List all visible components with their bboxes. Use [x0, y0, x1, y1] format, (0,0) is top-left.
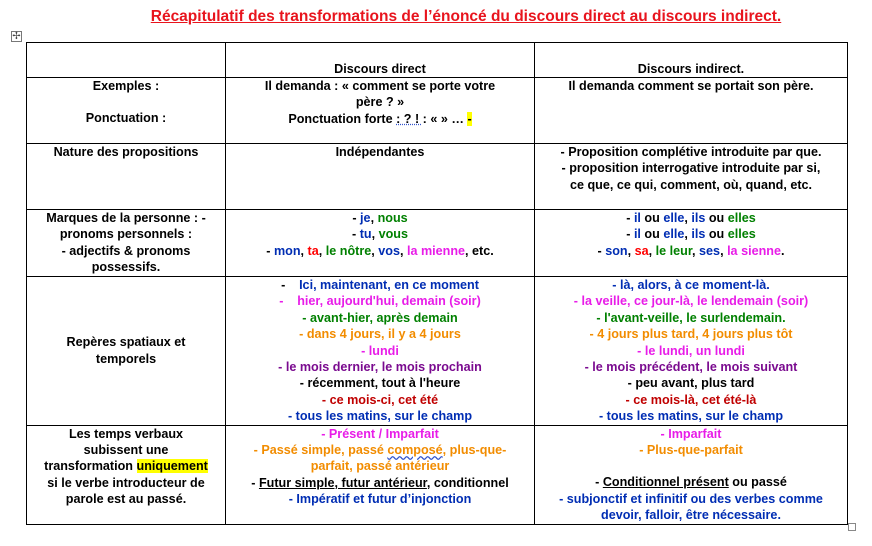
indirect-tense-4: - Conditionnel présent ou passé — [595, 475, 787, 490]
indirect-nature-line-1: - Proposition complétive introduite par que. — [560, 145, 822, 159]
header-empty-cell — [27, 43, 226, 78]
indirect-marker-9: - tous les matins, sur le champ — [598, 409, 784, 424]
direct-example-line-2: père ? » — [355, 95, 405, 110]
indirect-marker-6: - le mois précédent, le mois suivant — [584, 360, 798, 375]
table-row-tenses — [27, 425, 848, 524]
label-person-2: pronoms personnels : — [59, 227, 193, 242]
indirect-cell-person — [535, 210, 848, 277]
label-examples: Exemples : — [92, 79, 160, 93]
direct-tense-2: - Passé simple, passé composé, plus-que- — [253, 443, 507, 458]
direct-cell-examples — [226, 78, 535, 144]
label-markers-2: temporels — [95, 351, 157, 366]
header-cell-direct — [226, 43, 535, 78]
direct-example-line-1: Il demanda : « comment se porte votre — [264, 79, 496, 93]
direct-nature: Indépendantes — [335, 145, 425, 159]
direct-punctuation-line: Ponctuation forte : ? ! : « » … - — [288, 111, 472, 126]
label-markers-1: Repères spatiaux et — [66, 335, 186, 350]
indirect-marker-8: - ce mois-là, cet été-là — [625, 392, 757, 407]
indirect-marker-2: - la veille, ce jour-là, le lendemain (soir) — [573, 294, 809, 309]
direct-cell-nature — [226, 144, 535, 210]
direct-tense-5: - Impératif et futur d’injonction — [288, 492, 472, 507]
indirect-cell-tenses — [535, 425, 848, 524]
indirect-person-line-2: - il ou elle, ils ou elles — [626, 227, 756, 242]
table-row-markers — [27, 277, 848, 426]
table-row-examples — [27, 78, 848, 144]
recap-table — [26, 42, 848, 525]
label-cell-examples — [27, 78, 226, 144]
indirect-tense-2: - Plus-que-parfait — [639, 443, 743, 458]
table-row-header — [27, 43, 848, 78]
direct-marker-2: - hier, aujourd'hui, demain (soir) — [279, 294, 481, 309]
indirect-marker-3: - l'avant-veille, le surlendemain. — [596, 310, 786, 325]
label-person-4: possessifs. — [91, 260, 161, 275]
label-cell-person — [27, 210, 226, 277]
direct-marker-8: - ce mois-ci, cet été — [321, 392, 439, 407]
indirect-marker-7: - peu avant, plus tard — [627, 376, 755, 391]
label-tenses-1: Les temps verbaux — [68, 426, 184, 441]
indirect-marker-1: - là, alors, à ce moment-là. — [612, 278, 770, 292]
direct-marker-6: - le mois dernier, le mois prochain — [278, 360, 482, 375]
indirect-example-line-1: Il demanda comment se portait son père. — [568, 79, 814, 93]
direct-person-line-3: - mon, ta, le nôtre, vos, la mienne, etc. — [266, 243, 494, 258]
label-person-3: - adjectifs & pronoms — [61, 243, 191, 258]
indirect-tense-6: devoir, falloir, être nécessaire. — [601, 508, 781, 523]
header-cell-indirect — [535, 43, 848, 78]
indirect-nature-line-2: - proposition interrogative introduite par si, — [561, 161, 821, 176]
direct-cell-person — [226, 210, 535, 277]
header-direct: Discours direct — [334, 61, 426, 76]
indirect-marker-5: - le lundi, un lundi — [637, 343, 745, 358]
table-row-person — [27, 210, 848, 277]
indirect-person-line-1: - il ou elle, ils ou elles — [626, 211, 756, 225]
direct-marker-4: - dans 4 jours, il y a 4 jours — [299, 327, 461, 342]
direct-marker-5: - lundi — [361, 343, 399, 358]
direct-cell-tenses — [226, 425, 535, 524]
indirect-marker-4: - 4 jours plus tard, 4 jours plus tôt — [589, 327, 793, 342]
indirect-person-line-3: - son, sa, le leur, ses, la sienne. — [597, 243, 785, 258]
direct-marker-7: - récemment, tout à l'heure — [299, 376, 461, 391]
indirect-tense-1: - Imparfait — [660, 426, 722, 441]
label-cell-tenses — [27, 425, 226, 524]
label-person-1: Marques de la personne : - — [46, 211, 206, 225]
direct-marker-1: - Ici, maintenant, en ce moment — [281, 278, 479, 292]
label-nature: Nature des propositions — [53, 145, 199, 159]
indirect-cell-markers — [535, 277, 848, 426]
table-resize-handle-icon[interactable] — [848, 523, 856, 531]
direct-person-line-2: - tu, vous — [352, 227, 408, 242]
direct-marker-9: - tous les matins, sur le champ — [287, 409, 473, 424]
page-title: Récapitulatif des transformations de l’énoncé du discours direct au discours indirect. — [150, 8, 782, 25]
indirect-nature-line-3: ce que, ce qui, comment, où, quand, etc. — [569, 177, 813, 192]
direct-person-line-1: - je, nous — [352, 211, 408, 225]
direct-tense-1: - Présent / Imparfait — [321, 426, 439, 441]
direct-tense-3: parfait, passé antérieur — [310, 459, 450, 474]
label-cell-markers — [27, 277, 226, 426]
direct-cell-markers — [226, 277, 535, 426]
table-row-nature — [27, 144, 848, 210]
table-move-handle-icon[interactable]: ✢ — [12, 31, 21, 42]
label-punctuation: Ponctuation : — [85, 111, 167, 126]
label-tenses-4: si le verbe introducteur de — [47, 475, 205, 490]
header-indirect: Discours indirect. — [637, 61, 745, 76]
direct-tense-4: - Futur simple, futur antérieur, conditionnel — [251, 475, 509, 490]
label-cell-nature — [27, 144, 226, 210]
label-tenses-5: parole est au passé. — [65, 492, 187, 507]
indirect-tense-5: - subjonctif et infinitif ou des verbes comme — [559, 491, 823, 506]
direct-marker-3: - avant-hier, après demain — [302, 310, 458, 325]
label-tenses-3: transformation uniquement — [44, 459, 208, 474]
indirect-cell-nature — [535, 144, 848, 210]
indirect-cell-examples — [535, 78, 848, 144]
label-tenses-2: subissent une — [83, 443, 169, 458]
